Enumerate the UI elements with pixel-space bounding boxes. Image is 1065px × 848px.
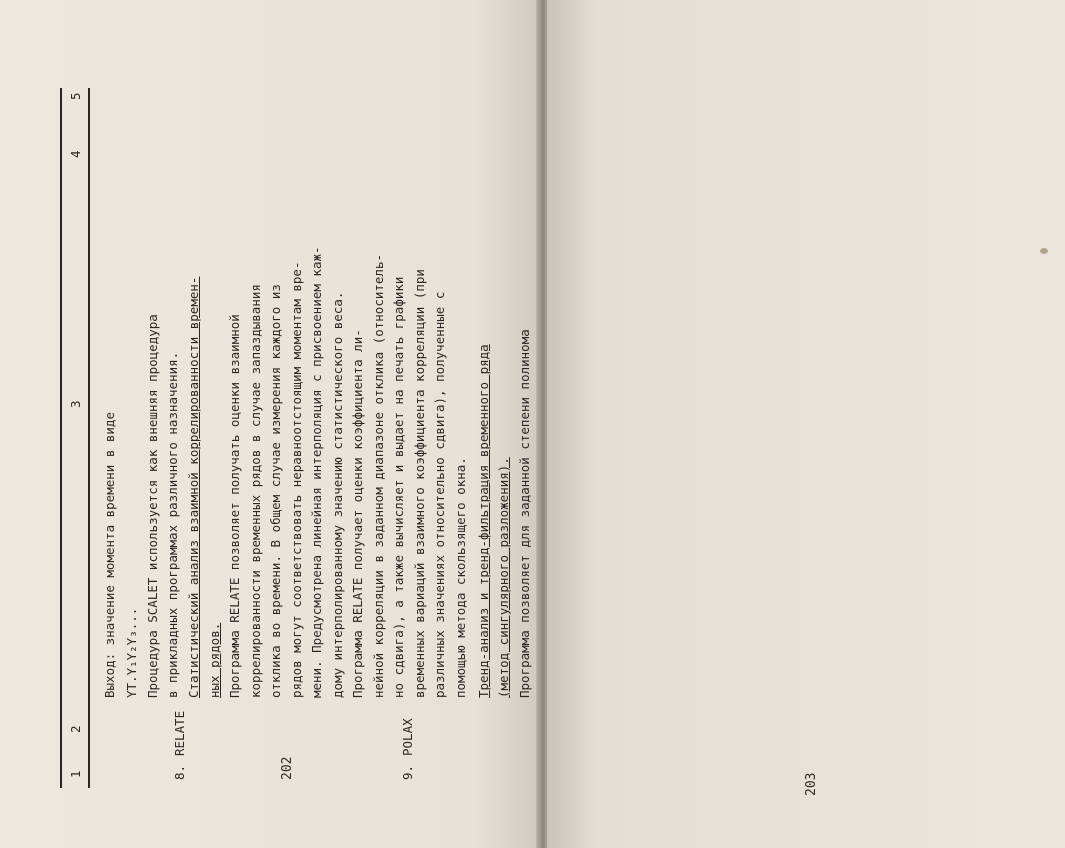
program-name: RELATE: [172, 710, 187, 756]
header-col-1: 1: [68, 770, 83, 778]
description-line: Программа RELATE получает оценки коэффициента ли-: [350, 329, 365, 698]
header-col-2: 2: [68, 725, 83, 733]
description-line: различных значениях относительно сдвига), полученные с: [432, 291, 447, 698]
program-name: POLAX: [400, 718, 415, 756]
description-line: Выход: значение момента времени в виде: [102, 412, 117, 698]
right-page: [547, 0, 1065, 848]
row-number: 8.: [172, 764, 187, 780]
description-line: временных вариаций взаимного коэффициента корреляции (при: [412, 269, 427, 698]
description-line: ных рядов.: [207, 622, 222, 698]
description-line: Процедура SCALET используется как внешняя процедура: [145, 314, 160, 698]
description-line: YT.Y₁Y₂Y₃...: [124, 607, 139, 698]
description-line: но сдвига), а также вычисляет и выдает на печать графики: [391, 276, 406, 698]
paper-stain: [1040, 248, 1048, 254]
description-line: рядов могут соответствовать неравноотстоящим моментам вре-: [289, 261, 304, 698]
description-line: нейной корреляции в заданном диапазоне отклика (относитель-: [371, 253, 386, 698]
header-col-4: 4: [68, 150, 83, 158]
page-number: 202: [280, 756, 295, 780]
description-line: Тренд-анализ и тренд-фильтрация временного ряда: [476, 344, 491, 698]
description-line: мени. Предусмотрена линейная интерполяция с присвоением каж-: [309, 246, 324, 698]
header-bottom-rule: [88, 88, 90, 788]
description-line: коррелированности временных рядов в случае запаздывания: [248, 284, 263, 698]
row-number: 9.: [400, 764, 415, 780]
description-line: Статистический анализ взаимной коррелированности времен-: [186, 276, 201, 698]
description-line: в прикладных программах различного назначения.: [165, 351, 180, 698]
description-line: отклика во времени. В общем случае измерения каждого из: [268, 284, 283, 698]
header-top-rule: [60, 88, 62, 788]
description-line: помощью метода скользящего окна.: [453, 457, 468, 698]
description-line: Программа позволяет для заданной степени полинома: [517, 329, 532, 698]
right-page-content: [547, 0, 1065, 848]
header-col-3: 3: [68, 400, 83, 408]
header-col-5: 5: [68, 92, 83, 100]
description-line: (метод сингулярного разложения).: [496, 457, 511, 698]
description-line: дому интерполированному значению статистического веса.: [330, 291, 345, 698]
page-number: 203: [804, 772, 819, 796]
description-line: Программа RELATE позволяет получать оценки взаимной: [227, 314, 242, 698]
